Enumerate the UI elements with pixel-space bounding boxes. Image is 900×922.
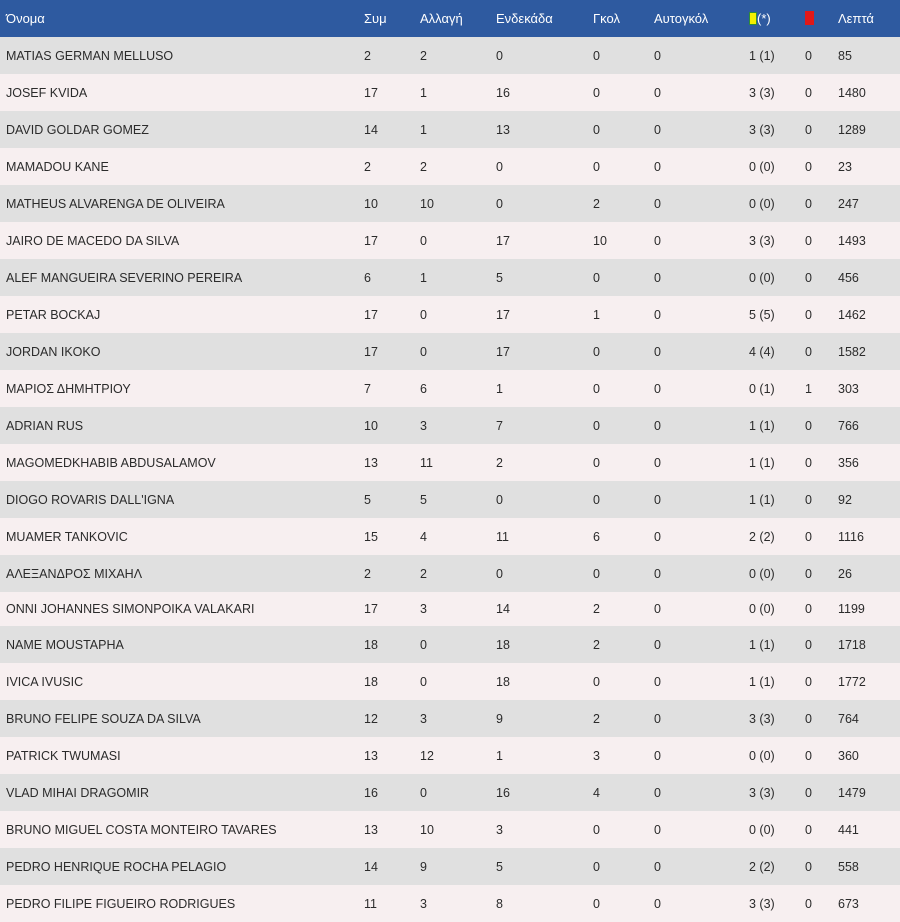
own-goals-cell: 0: [654, 785, 661, 800]
player-name: PATRICK TWUMASI: [6, 748, 121, 763]
goals-cell: 1: [593, 307, 600, 322]
minutes-cell: 673: [838, 896, 859, 911]
player-name: JORDAN IKOKO: [6, 344, 101, 359]
table-row[interactable]: [0, 811, 900, 848]
own-goals-cell: 0: [654, 307, 661, 322]
sub-cell: 5: [420, 492, 427, 507]
sub-cell: 0: [420, 233, 427, 248]
apps-cell: 10: [364, 418, 378, 433]
red-card-icon: [805, 11, 814, 25]
own-goals-cell: 0: [654, 748, 661, 763]
sub-cell: 4: [420, 529, 427, 544]
minutes-cell: 764: [838, 711, 859, 726]
lineup-cell: 18: [496, 637, 510, 652]
minutes-cell: 247: [838, 196, 859, 211]
apps-cell: 2: [364, 159, 371, 174]
sub-cell: 3: [420, 418, 427, 433]
player-name: ΑΛΕΞΑΝΔΡΟΣ ΜΙΧΑΗΛ: [6, 566, 143, 581]
own-goals-cell: 0: [654, 381, 661, 396]
yellow-cards-cell: 3 (3): [749, 85, 775, 100]
apps-cell: 5: [364, 492, 371, 507]
red-cards-cell: 0: [805, 822, 812, 837]
sub-cell: 1: [420, 85, 427, 100]
goals-cell: 2: [593, 711, 600, 726]
sub-cell: 1: [420, 122, 427, 137]
goals-cell: 2: [593, 602, 600, 616]
lineup-cell: 16: [496, 785, 510, 800]
player-name: BRUNO MIGUEL COSTA MONTEIRO TAVARES: [6, 822, 277, 837]
minutes-cell: 303: [838, 381, 859, 396]
yellow-cards-cell: 2 (2): [749, 529, 775, 544]
table-row[interactable]: [0, 37, 900, 74]
goals-cell: 0: [593, 455, 600, 470]
lineup-cell: 2: [496, 455, 503, 470]
red-cards-cell: 0: [805, 896, 812, 911]
own-goals-cell: 0: [654, 822, 661, 837]
red-cards-cell: 0: [805, 674, 812, 689]
yellow-cards-cell: 1 (1): [749, 455, 775, 470]
red-cards-cell: 0: [805, 785, 812, 800]
sub-cell: 0: [420, 307, 427, 322]
goals-cell: 0: [593, 418, 600, 433]
minutes-cell: 356: [838, 455, 859, 470]
goals-cell: 0: [593, 674, 600, 689]
red-cards-cell: 0: [805, 196, 812, 211]
apps-cell: 18: [364, 637, 378, 652]
apps-cell: 17: [364, 602, 378, 616]
own-goals-cell: 0: [654, 48, 661, 63]
sub-cell: 3: [420, 896, 427, 911]
goals-cell: 6: [593, 529, 600, 544]
minutes-cell: 360: [838, 748, 859, 763]
goals-cell: 0: [593, 896, 600, 911]
sub-cell: 10: [420, 196, 434, 211]
apps-cell: 18: [364, 674, 378, 689]
sub-cell: 2: [420, 566, 427, 581]
goals-cell: 0: [593, 822, 600, 837]
yellow-cards-cell: 1 (1): [749, 48, 775, 63]
apps-cell: 14: [364, 122, 378, 137]
yellow-cards-cell: 1 (1): [749, 674, 775, 689]
minutes-cell: 23: [838, 159, 852, 174]
apps-cell: 17: [364, 307, 378, 322]
minutes-cell: 1462: [838, 307, 866, 322]
table-row[interactable]: [0, 444, 900, 481]
table-row[interactable]: [0, 481, 900, 518]
yellow-cards-cell: 5 (5): [749, 307, 775, 322]
lineup-cell: 7: [496, 418, 503, 433]
apps-cell: 2: [364, 566, 371, 581]
table-row[interactable]: [0, 222, 900, 259]
player-name: VLAD MIHAI DRAGOMIR: [6, 785, 150, 800]
goals-cell: 0: [593, 859, 600, 874]
table-row[interactable]: [0, 555, 900, 592]
red-cards-cell: 0: [805, 859, 812, 874]
yellow-cards-cell: 0 (0): [749, 602, 775, 616]
goals-cell: 2: [593, 637, 600, 652]
table-row[interactable]: [0, 111, 900, 148]
player-name: ONNI JOHANNES SIMONPOIKA VALAKARI: [6, 602, 255, 616]
lineup-cell: 1: [496, 381, 503, 396]
minutes-cell: 766: [838, 418, 859, 433]
own-goals-cell: 0: [654, 159, 661, 174]
goals-cell: 0: [593, 270, 600, 285]
apps-cell: 16: [364, 785, 378, 800]
red-cards-cell: 0: [805, 307, 812, 322]
lineup-cell: 1: [496, 748, 503, 763]
minutes-cell: 1582: [838, 344, 866, 359]
own-goals-cell: 0: [654, 711, 661, 726]
table-row[interactable]: [0, 74, 900, 111]
yellow-cards-cell: 3 (3): [749, 785, 775, 800]
red-cards-cell: 0: [805, 748, 812, 763]
player-name: MATIAS GERMAN MELLUSO: [6, 48, 174, 63]
yellow-cards-cell: 2 (2): [749, 859, 775, 874]
goals-cell: 10: [593, 233, 607, 248]
minutes-cell: 1772: [838, 674, 866, 689]
red-cards-cell: 0: [805, 566, 812, 581]
lineup-cell: 17: [496, 344, 510, 359]
player-name: ALEF MANGUEIRA SEVERINO PEREIRA: [6, 270, 243, 285]
own-goals-cell: 0: [654, 602, 661, 616]
own-goals-cell: 0: [654, 859, 661, 874]
table-row[interactable]: [0, 333, 900, 370]
goals-cell: 0: [593, 492, 600, 507]
yellow-cards-cell: 1 (1): [749, 492, 775, 507]
yellow-cards-cell: 1 (1): [749, 418, 775, 433]
lineup-cell: 16: [496, 85, 510, 100]
sub-cell: 2: [420, 48, 427, 63]
red-cards-cell: 0: [805, 637, 812, 652]
own-goals-cell: 0: [654, 122, 661, 137]
table-row[interactable]: [0, 885, 900, 922]
yellow-cards-cell: 0 (1): [749, 381, 775, 396]
apps-cell: 17: [364, 344, 378, 359]
table-row[interactable]: [0, 626, 900, 663]
apps-cell: 17: [364, 85, 378, 100]
apps-cell: 10: [364, 196, 378, 211]
sub-cell: 0: [420, 785, 427, 800]
table-row[interactable]: [0, 518, 900, 555]
goals-cell: 2: [593, 196, 600, 211]
apps-cell: 13: [364, 455, 378, 470]
yellow-cards-cell: 3 (3): [749, 233, 775, 248]
lineup-cell: 13: [496, 122, 510, 137]
yellow-cards-cell: 4 (4): [749, 344, 775, 359]
minutes-cell: 441: [838, 822, 859, 837]
lineup-cell: 5: [496, 270, 503, 285]
yellow-cards-cell: 0 (0): [749, 566, 775, 581]
table-row[interactable]: [0, 185, 900, 222]
sub-cell: 10: [420, 822, 434, 837]
own-goals-cell: 0: [654, 455, 661, 470]
minutes-cell: 1718: [838, 637, 866, 652]
sub-cell: 11: [420, 455, 433, 470]
red-cards-cell: 0: [805, 270, 812, 285]
header-name[interactable]: Όνομα: [6, 11, 45, 26]
header-own-goals[interactable]: Αυτογκόλ: [654, 11, 709, 26]
lineup-cell: 17: [496, 233, 510, 248]
player-name: DAVID GOLDAR GOMEZ: [6, 122, 149, 137]
red-cards-cell: 0: [805, 48, 812, 63]
lineup-cell: 8: [496, 896, 503, 911]
own-goals-cell: 0: [654, 492, 661, 507]
minutes-cell: 1289: [838, 122, 866, 137]
header-yellow-cards[interactable]: [749, 0, 805, 37]
lineup-cell: 0: [496, 159, 503, 174]
goals-cell: 4: [593, 785, 600, 800]
apps-cell: 15: [364, 529, 378, 544]
own-goals-cell: 0: [654, 637, 661, 652]
player-name: ADRIAN RUS: [6, 418, 84, 433]
own-goals-cell: 0: [654, 674, 661, 689]
apps-cell: 13: [364, 748, 378, 763]
red-cards-cell: 0: [805, 85, 812, 100]
lineup-cell: 0: [496, 196, 503, 211]
table-row[interactable]: [0, 592, 900, 626]
player-name: BRUNO FELIPE SOUZA DA SILVA: [6, 711, 201, 726]
apps-cell: 7: [364, 381, 371, 396]
red-cards-cell: 0: [805, 492, 812, 507]
header-sub[interactable]: Αλλαγή: [420, 11, 463, 26]
sub-cell: 12: [420, 748, 434, 763]
player-name: MAMADOU KANE: [6, 159, 109, 174]
red-cards-cell: 0: [805, 159, 812, 174]
red-cards-cell: 1: [805, 381, 812, 396]
header-yellow-suffix: (*): [757, 11, 771, 26]
minutes-cell: 1480: [838, 85, 866, 100]
own-goals-cell: 0: [654, 896, 661, 911]
yellow-cards-cell: 0 (0): [749, 196, 775, 211]
sub-cell: 3: [420, 711, 427, 726]
red-cards-cell: 0: [805, 233, 812, 248]
goals-cell: 3: [593, 748, 600, 763]
red-cards-cell: 0: [805, 711, 812, 726]
table-row[interactable]: [0, 663, 900, 700]
header-goals[interactable]: Γκολ: [593, 11, 620, 26]
player-name: PEDRO FILIPE FIGUEIRO RODRIGUES: [6, 896, 236, 911]
minutes-cell: 456: [838, 270, 859, 285]
yellow-cards-cell: 3 (3): [749, 122, 775, 137]
player-name: PETAR BOCKAJ: [6, 307, 101, 322]
player-name: MAGOMEDKHABIB ABDUSALAMOV: [6, 455, 216, 470]
table-row[interactable]: [0, 848, 900, 885]
apps-cell: 12: [364, 711, 378, 726]
yellow-cards-cell: 1 (1): [749, 637, 775, 652]
lineup-cell: 0: [496, 566, 503, 581]
own-goals-cell: 0: [654, 196, 661, 211]
table-row[interactable]: [0, 407, 900, 444]
own-goals-cell: 0: [654, 85, 661, 100]
own-goals-cell: 0: [654, 566, 661, 581]
goals-cell: 0: [593, 159, 600, 174]
sub-cell: 9: [420, 859, 427, 874]
player-name: IVICA IVUSIC: [6, 674, 84, 689]
apps-cell: 2: [364, 48, 371, 63]
red-cards-cell: 0: [805, 344, 812, 359]
goals-cell: 0: [593, 85, 600, 100]
apps-cell: 11: [364, 896, 377, 911]
minutes-cell: 92: [838, 492, 852, 507]
table-header-row: [0, 0, 900, 37]
lineup-cell: 14: [496, 602, 510, 616]
sub-cell: 3: [420, 602, 427, 616]
table-row[interactable]: [0, 259, 900, 296]
yellow-cards-cell: 3 (3): [749, 896, 775, 911]
yellow-cards-cell: 0 (0): [749, 270, 775, 285]
table-row[interactable]: [0, 148, 900, 185]
red-cards-cell: 0: [805, 418, 812, 433]
red-cards-cell: 0: [805, 122, 812, 137]
header-apps[interactable]: Συμ: [364, 11, 387, 26]
minutes-cell: 1493: [838, 233, 866, 248]
red-cards-cell: 0: [805, 602, 812, 616]
table-row[interactable]: [0, 737, 900, 774]
minutes-cell: 1199: [838, 602, 865, 616]
player-name: DIOGO ROVARIS DALL'IGNA: [6, 492, 175, 507]
goals-cell: 0: [593, 344, 600, 359]
own-goals-cell: 0: [654, 344, 661, 359]
sub-cell: 2: [420, 159, 427, 174]
lineup-cell: 9: [496, 711, 503, 726]
goals-cell: 0: [593, 48, 600, 63]
lineup-cell: 0: [496, 492, 503, 507]
header-minutes[interactable]: Λεπτά: [838, 11, 874, 26]
lineup-cell: 3: [496, 822, 503, 837]
goals-cell: 0: [593, 381, 600, 396]
minutes-cell: 26: [838, 566, 852, 581]
sub-cell: 6: [420, 381, 427, 396]
yellow-cards-cell: 3 (3): [749, 711, 775, 726]
sub-cell: 0: [420, 637, 427, 652]
player-name: JOSEF KVIDA: [6, 85, 88, 100]
table-row[interactable]: [0, 370, 900, 407]
yellow-cards-cell: 0 (0): [749, 748, 775, 763]
table-row[interactable]: [0, 296, 900, 333]
sub-cell: 0: [420, 674, 427, 689]
lineup-cell: 0: [496, 48, 503, 63]
lineup-cell: 18: [496, 674, 510, 689]
player-name: MUAMER TANKOVIC: [6, 529, 128, 544]
sub-cell: 1: [420, 270, 427, 285]
player-name: PEDRO HENRIQUE ROCHA PELAGIO: [6, 859, 227, 874]
yellow-card-icon: [749, 12, 757, 25]
goals-cell: 0: [593, 122, 600, 137]
lineup-cell: 5: [496, 859, 503, 874]
own-goals-cell: 0: [654, 529, 661, 544]
own-goals-cell: 0: [654, 270, 661, 285]
player-name: NAME MOUSTAPHA: [6, 637, 124, 652]
apps-cell: 17: [364, 233, 378, 248]
player-name: ΜΑΡΙΟΣ ΔΗΜΗΤΡΙΟΥ: [6, 381, 131, 396]
apps-cell: 6: [364, 270, 371, 285]
header-red-cards[interactable]: [805, 0, 838, 37]
apps-cell: 14: [364, 859, 378, 874]
lineup-cell: 11: [496, 529, 509, 544]
player-name: MATHEUS ALVARENGA DE OLIVEIRA: [6, 196, 225, 211]
table-row[interactable]: [0, 774, 900, 811]
own-goals-cell: 0: [654, 418, 661, 433]
goals-cell: 0: [593, 566, 600, 581]
player-name: JAIRO DE MACEDO DA SILVA: [6, 233, 180, 248]
red-cards-cell: 0: [805, 455, 812, 470]
yellow-cards-cell: 0 (0): [749, 159, 775, 174]
red-cards-cell: 0: [805, 529, 812, 544]
minutes-cell: 558: [838, 859, 859, 874]
table-row[interactable]: [0, 700, 900, 737]
sub-cell: 0: [420, 344, 427, 359]
yellow-cards-cell: 0 (0): [749, 822, 775, 837]
header-lineup[interactable]: Ενδεκάδα: [496, 11, 553, 26]
minutes-cell: 1479: [838, 785, 866, 800]
own-goals-cell: 0: [654, 233, 661, 248]
lineup-cell: 17: [496, 307, 510, 322]
minutes-cell: 85: [838, 48, 852, 63]
minutes-cell: 1116: [838, 529, 864, 544]
apps-cell: 13: [364, 822, 378, 837]
